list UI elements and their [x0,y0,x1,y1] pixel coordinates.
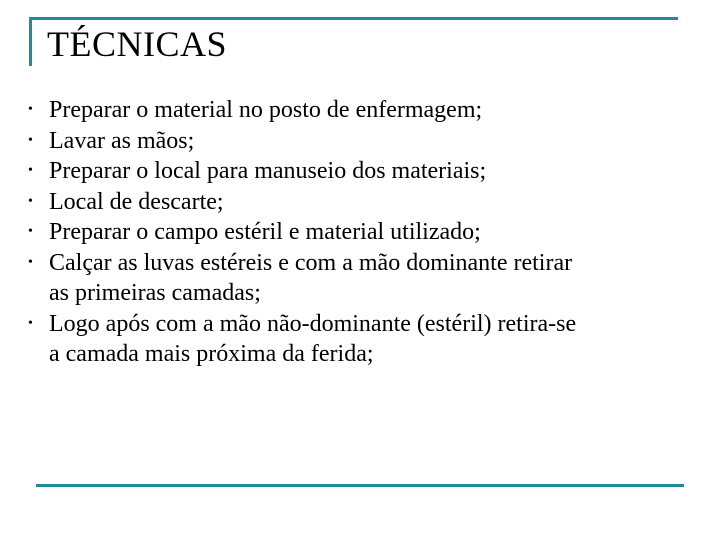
bullet-icon: • [28,193,33,209]
bullet-icon: • [28,254,33,270]
list-item [0,248,720,309]
list-item [0,309,720,370]
list-item [0,156,720,187]
list-item-text: Calçar as luvas estéreis e com a mão dominante retirar [49,249,573,276]
list-item-text-continued: a camada mais próxima da ferida; [49,341,374,367]
bullet-icon: • [28,224,33,239]
bottom-divider [36,484,684,487]
list-item-text: Preparar o material no posto de enfermagem; [49,97,483,123]
bullet-icon: • [28,315,33,331]
slide-title: TÉCNICAS [47,24,228,64]
list-item [0,217,720,248]
bullet-icon: • [28,102,33,117]
list-item-text-continued: as primeiras camadas; [49,280,261,306]
bullet-icon: • [28,132,33,148]
list-item [0,187,720,218]
list-item-text: Local de descarte; [49,188,224,215]
list-item-text: Preparar o campo estéril e material utilizado; [49,219,481,245]
list-item [0,95,720,126]
bullet-icon: • [28,163,33,178]
list-item-text: Lavar as mãos; [49,127,195,154]
bullet-list [0,95,720,370]
list-item-text: Preparar o local para manuseio dos materiais; [49,158,487,184]
list-item-text: Logo após com a mão não-dominante (estéril) retira-se [49,310,577,337]
list-item [0,126,720,157]
